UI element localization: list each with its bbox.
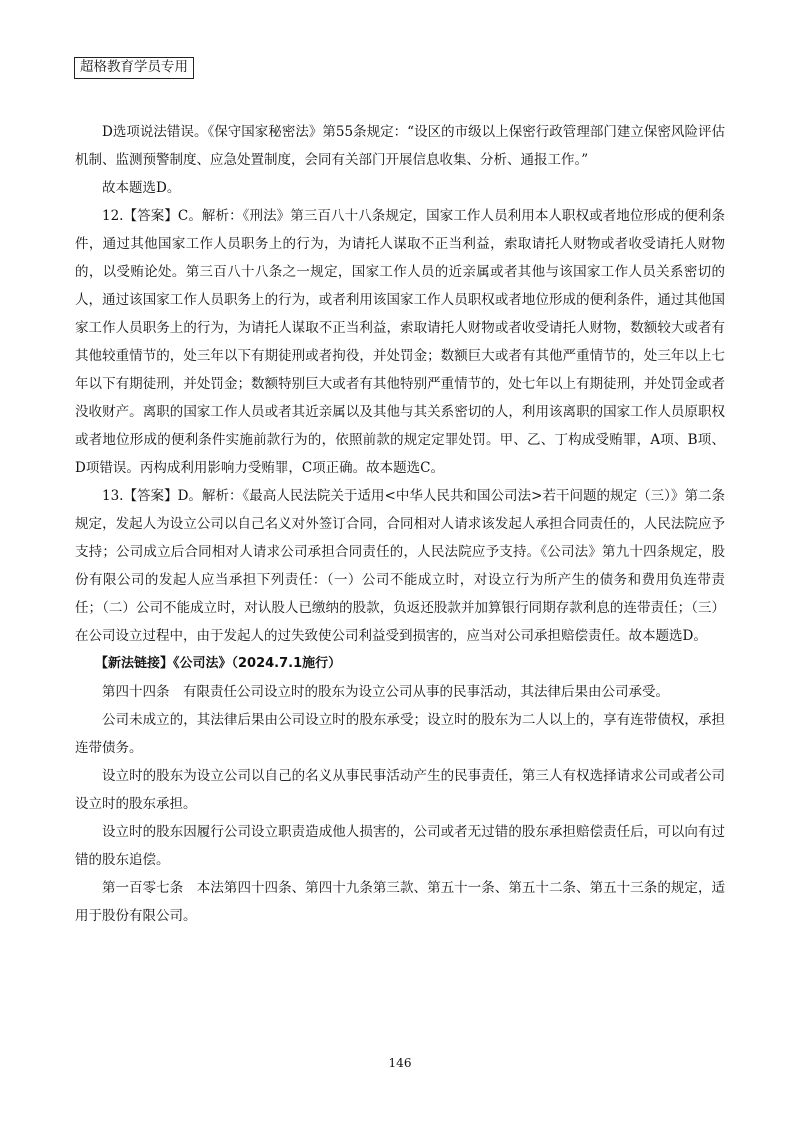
law-article-44: 第四十四条 有限责任公司设立时的股东为设立公司从事的民事活动，其法律后果由公司承受。 <box>102 684 669 700</box>
document-body <box>75 118 725 930</box>
new-law-heading: 【新法链接】《公司法》（2024.7.1施行） <box>95 656 342 671</box>
law-paragraph: 公司未成立的，其法律后果由公司设立时的股东承受；设立时的股东为二人以上的，享有连带债权，承担连带债务。 <box>75 712 725 756</box>
law-paragraph: 设立时的股东因履行公司设立职责造成他人损害的，公司或者无过错的股东承担赔偿责任后，可以向有过错的股东追偿。 <box>75 824 725 868</box>
law-paragraph: 设立时的股东为设立公司以自己的名义从事民事活动产生的民事责任，第三人有权选择请求公司或者公司设立时的股东承担。 <box>75 768 725 812</box>
watermark-stamp: 超格教育学员专用 <box>74 57 194 79</box>
page-number: 146 <box>388 1056 412 1070</box>
answer-12: 12.【答案】C。解析：《刑法》第三百八十八条规定，国家工作人员利用本人职权或者地位形成的便利条件，通过其他国家工作人员职务上的行为，为请托人谋取不正当利益，索取请托人财物或者收受请托人财物的，以受贿论处。第三百八十八条之一规定，国家工作人员的近亲属或者其他与该国家工作人员关系密切的人，通过该国家工作人员职务上的行为，或者利用该国家工作人员职权或者地位形成的便利条件，通过其他国家工作人员职务上的行为，为请托人谋取不正当利益，索取请托人财物或者收受请托人财物，数额较大或者有其他较重情节的，处三年以下有期徒刑或者拘役，并处罚金；数额巨大或者有其他严重情节的，处三年以上七年以下有期徒刑，并处罚金；数额特别巨大或者有其他特别严重情节的，处七年以上有期徒刑，并处罚金或者没收财产。离职的国家工作人员或者其近亲属以及其他与其关系密切的人，利用该离职的国家工作人员原职权或者地位形成的便利条件实施前款行为的，依照前款的规定定罪处罚。甲、乙、丁构成受贿罪，A项、B项、D项错误。丙构成利用影响力受贿罪，C项正确。故本题选C。 <box>75 208 725 476</box>
paragraph: D选项说法错误。《保守国家秘密法》第55条规定：“设区的市级以上保密行政管理部门建立保密风险评估机制、监测预警制度、应急处置制度，会同有关部门开展信息收集、分析、通报工作。” <box>75 124 725 168</box>
answer-13: 13.【答案】D。解析：《最高人民法院关于适用<中华人民共和国公司法>若干问题的规定（三）》第二条规定，发起人为设立公司以自己名义对外签订合同，合同相对人请求该发起人承担合同责任的，人民法院应予支持；公司成立后合同相对人请求公司承担合同责任的，人民法院应予支持。《公司法》第九十四条规定，股份有限公司的发起人应当承担下列责任：（一）公司不能成立时，对设立行为所产生的债务和费用负连带责任；（二）公司不能成立时，对认股人已缴纳的股款，负返还股款并加算银行同期存款利息的连带责任；（三）在公司设立过程中，由于发起人的过失致使公司利益受到损害的，应当对公司承担赔偿责任。故本题选D。 <box>75 488 725 644</box>
law-article-107: 第一百零七条 本法第四十四条、第四十九条第三款、第五十一条、第五十二条、第五十三条的规定，适用于股份有限公司。 <box>75 880 725 924</box>
paragraph: 故本题选D。 <box>102 180 181 196</box>
